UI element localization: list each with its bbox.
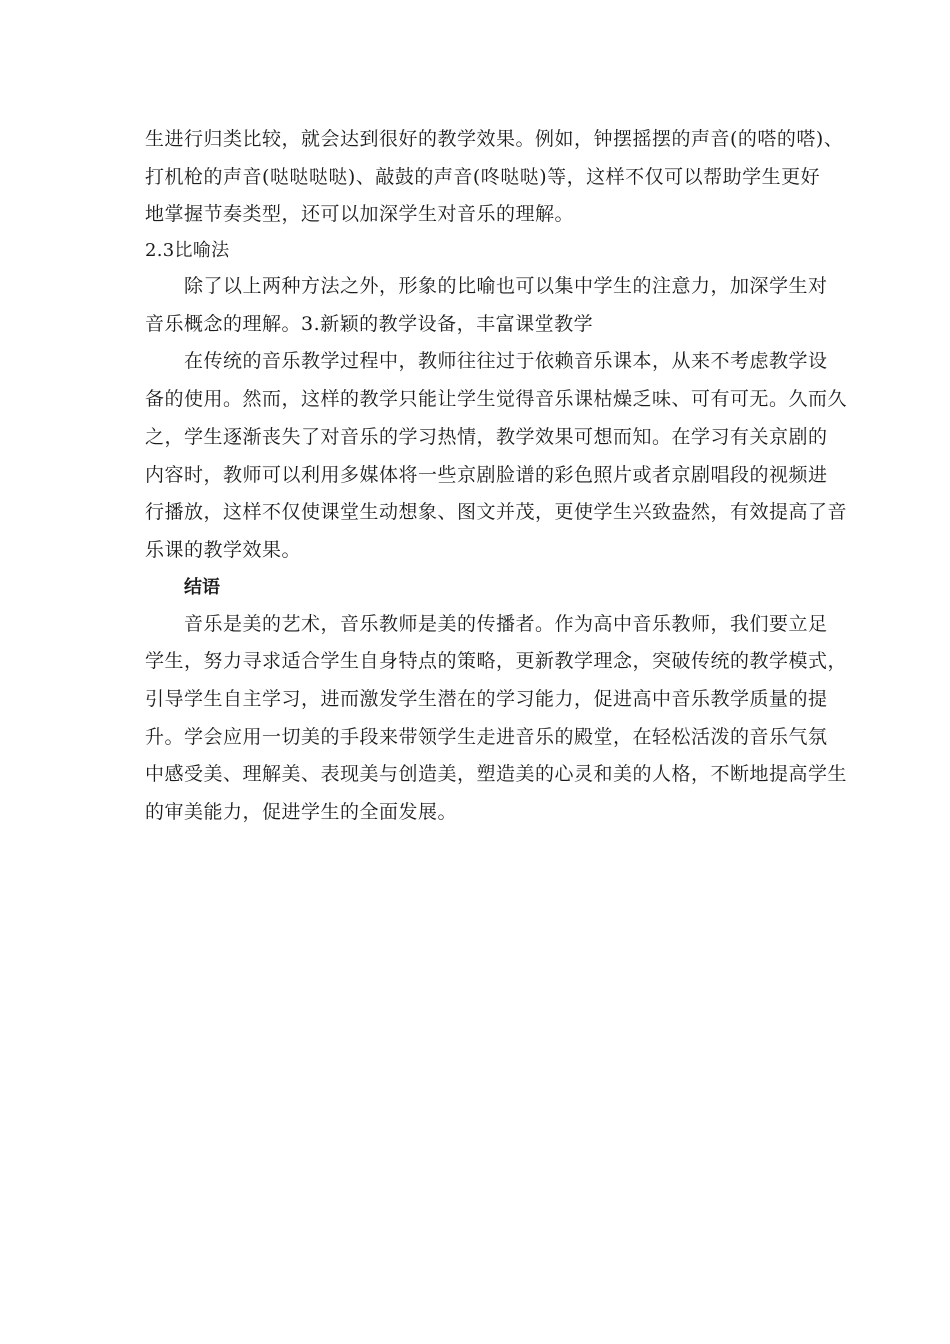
text-line: 引导学生自主学习，进而激发学生潜在的学习能力，促进高中音乐教学质量的提	[145, 687, 828, 710]
text-line: 行播放，这样不仅使课堂生动想象、图文并茂，更使学生兴致盎然，有效提高了音	[145, 501, 848, 524]
text-line: 生进行归类比较，就会达到很好的教学效果。例如，钟摆摇摆的声音(的嗒的嗒)、	[145, 128, 844, 150]
text-line: 中感受美、理解美、表现美与创造美，塑造美的心灵和美的人格，不断地提高学生	[145, 763, 848, 786]
text-line: 内容时，教师可以利用多媒体将一些京剧脸谱的彩色照片或者京剧唱段的视频进	[145, 463, 828, 486]
text-line: 乐课的教学效果。	[145, 538, 302, 561]
text-line: 升。学会应用一切美的手段来带领学生走进音乐的殿堂，在轻松活泼的音乐气氛	[145, 725, 828, 748]
paragraph-conclusion	[145, 606, 848, 832]
text-line: 音乐是美的艺术，音乐教师是美的传播者。作为高中音乐教师，我们要立足	[184, 612, 828, 635]
text-line: 之，学生逐渐丧失了对音乐的学习热情，教学效果可想而知。在学习有关京剧的	[145, 425, 828, 448]
text-line: 除了以上两种方法之外，形象的比喻也可以集中学生的注意力，加深学生对	[184, 275, 828, 298]
text-line: 的审美能力，促进学生的全面发展。	[145, 801, 458, 823]
section-heading-metaphor: 2.3比喻法	[145, 240, 230, 262]
text-line: 在传统的音乐教学过程中，教师往往过于依赖音乐课本，从来不考虑教学设	[184, 350, 828, 373]
document-body	[145, 121, 848, 832]
section-heading-conclusion: 结语	[184, 576, 220, 598]
paragraph-rhythm-classification	[145, 121, 844, 234]
text-line: 音乐概念的理解。3.新颖的教学设备，丰富课堂教学	[145, 312, 594, 335]
text-line: 地掌握节奏类型，还可以加深学生对音乐的理解。	[145, 203, 575, 226]
paragraph-teaching-equipment	[145, 343, 848, 569]
text-line: 学生，努力寻求适合学生自身特点的策略，更新教学理念，突破传统的教学模式，	[145, 650, 848, 673]
paragraph-metaphor	[145, 268, 828, 343]
text-line: 打机枪的声音(哒哒哒哒)、敲鼓的声音(咚哒哒)等，这样不仅可以帮助学生更好	[145, 165, 821, 188]
text-line: 备的使用。然而，这样的教学只能让学生觉得音乐课枯燥乏味、可有可无。久而久	[145, 388, 848, 411]
